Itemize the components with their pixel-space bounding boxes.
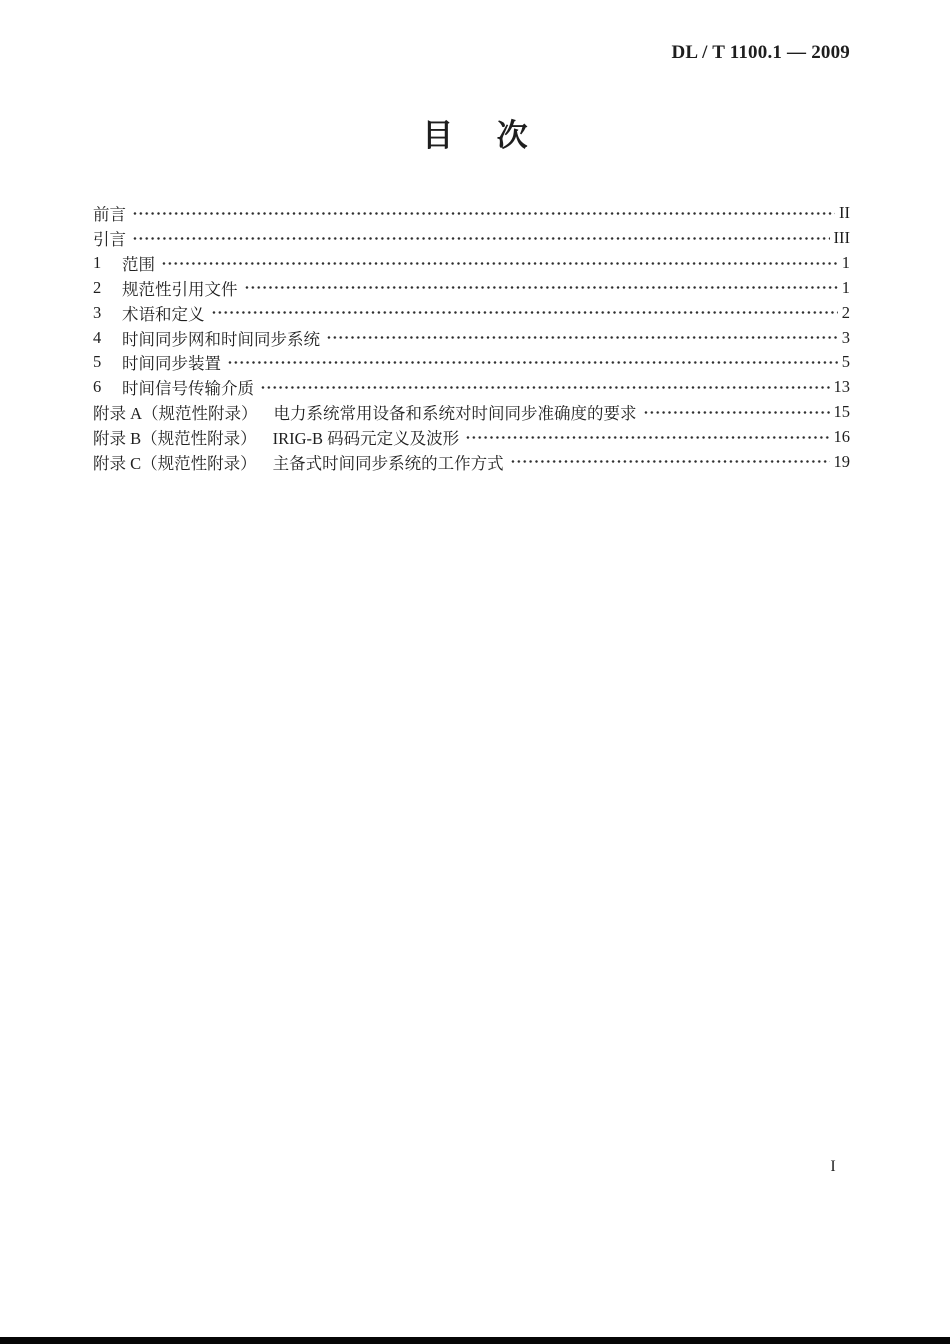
dot-leader [227,354,838,371]
toc-entry-title: 引言 [93,230,126,250]
toc-entry-number: 2 [93,277,102,297]
toc-entry-page-number: 16 [833,427,850,447]
document-number-header: DL / T 1100.1 — 2009 [671,42,850,63]
toc-entry [93,226,850,251]
toc-entry-number: 6 [93,377,102,397]
toc-entry-title: 前言 [93,205,126,225]
toc-entry-page-number: 1 [841,253,850,273]
toc-entry-title: 时间同步网和时间同步系统 [122,329,320,349]
toc-entry-page-number: 3 [841,327,850,347]
toc-list [93,201,850,474]
toc-entry-title: 时间同步装置 [122,354,221,374]
scan-edge-bar [0,1337,950,1344]
toc-entry-number: 4 [93,327,102,347]
dot-leader [244,279,838,296]
toc-entry [93,425,850,450]
toc-entry-page-number: 13 [833,377,850,397]
toc-entry-title: 电力系统常用设备和系统对时间同步准确度的要求 [273,404,637,424]
dot-leader [260,379,830,396]
toc-entry-number: 附录 C（规范性附录） [93,453,257,473]
toc-entry-title: IRIG-B 码码元定义及波形 [272,429,460,449]
toc-entry [93,300,850,325]
dot-leader [465,429,829,446]
toc-entry-page-number: 19 [833,451,850,471]
toc-entry-number: 5 [93,352,102,372]
toc-entry-page-number: II [839,203,850,223]
dot-leader [132,205,835,222]
toc-entry [93,201,850,226]
toc-entry-page-number: III [833,228,850,248]
toc-entry-number: 附录 B（规范性附录） [93,429,257,449]
toc-entry-title: 术语和定义 [122,304,205,324]
toc-entry-number: 1 [93,253,102,273]
toc-entry [93,276,850,301]
toc-entry-page-number: 5 [841,352,850,372]
toc-entry-title: 规范性引用文件 [122,279,238,299]
toc-entry-title: 时间信号传输介质 [122,379,254,399]
dot-leader [510,453,830,470]
toc-entry-title: 主备式时间同步系统的工作方式 [272,453,504,473]
page-title: 目次 [422,118,572,153]
toc-entry [93,400,850,425]
toc-entry-number: 3 [93,302,102,322]
toc-entry [93,325,850,350]
toc-entry-page-number: 15 [833,402,850,422]
dot-leader [326,329,838,346]
toc-entry [93,350,850,375]
dot-leader [132,230,830,247]
footer-page-number: I [830,1158,836,1175]
toc-entry-title: 范围 [122,255,155,275]
dot-leader [161,255,838,272]
dot-leader [643,404,830,421]
toc-entry-number: 附录 A（规范性附录） [93,404,258,424]
toc-entry-page-number: 2 [841,302,850,322]
toc-entry [93,449,850,474]
toc-entry [93,375,850,400]
toc-entry [93,251,850,276]
dot-leader [211,304,838,321]
toc-entry-page-number: 1 [841,277,850,297]
